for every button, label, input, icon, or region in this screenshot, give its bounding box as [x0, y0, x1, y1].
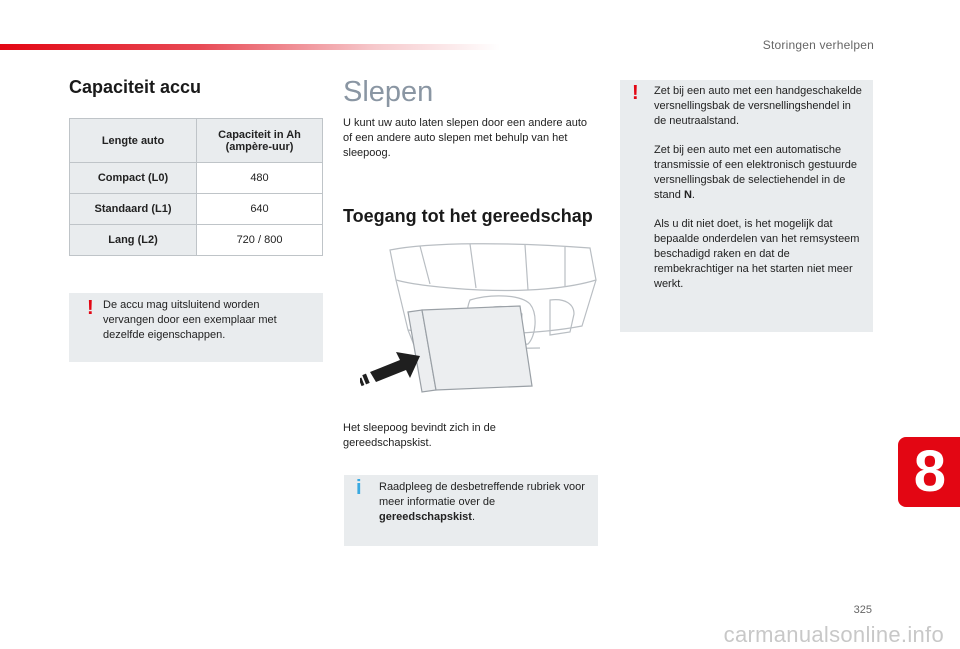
table-cell-label: Lang (L2): [70, 225, 197, 256]
info-text-bold: gereedschapskist: [379, 511, 472, 523]
slepen-title: Slepen: [343, 76, 434, 108]
warning-icon: !: [632, 82, 639, 104]
p2-prefix: Zet bij een auto met een automatische transmissie of een elektronisch gestuurde versnellingsbak de selectiehendel in de stand: [654, 144, 857, 201]
gereedschap-info-note: [344, 475, 598, 546]
towing-warning-note: [620, 80, 873, 332]
table-cell-label: Compact (L0): [70, 163, 197, 194]
table-row: [70, 225, 323, 256]
table-cell-value: 640: [197, 194, 323, 225]
toegang-title: Toegang tot het gereedschap: [343, 206, 593, 226]
slepen-description: U kunt uw auto laten slepen door een andere auto of een andere auto slepen met behulp van het sleepoog.: [343, 117, 588, 159]
table-row: [70, 194, 323, 225]
seat-toolbox-illustration-icon: [360, 240, 600, 410]
accu-warning-note: [69, 293, 323, 362]
table-cell-value: 480: [197, 163, 323, 194]
p2-suffix: .: [691, 189, 695, 201]
table-header-cell: Lengte auto: [70, 119, 197, 163]
info-text-suffix: .: [471, 511, 475, 523]
accu-warning-text: De accu mag uitsluitend worden vervangen door een exemplaar met dezelfde eigenschappen.: [103, 299, 277, 341]
towing-warning-p1: Zet bij een auto met een handgeschakelde versnellingsbak de versnellingshendel in de neutraalstand.: [654, 85, 862, 127]
table-cell-value: 720 / 800: [197, 225, 323, 256]
table-cell-label: Standaard (L1): [70, 194, 197, 225]
info-icon: i: [356, 477, 362, 499]
page-number: 325: [853, 604, 872, 616]
table-row: [70, 163, 323, 194]
table-header-cell: Capaciteit in Ah (ampère-uur): [197, 119, 323, 163]
header-section-title: Storingen verhelpen: [762, 38, 874, 52]
sleepoog-text: Het sleepoog bevindt zich in de gereedschapskist.: [343, 422, 496, 449]
header-accent-bar: [0, 44, 500, 50]
gereedschap-info-text: [379, 480, 591, 525]
p2-bold: N: [683, 189, 692, 201]
chapter-number: 8: [913, 439, 946, 504]
capaciteit-title: Capaciteit accu: [69, 77, 202, 97]
watermark: carmanualsonline.info: [723, 622, 944, 647]
capacity-table: [69, 118, 323, 256]
towing-warning-text: [654, 84, 866, 306]
towing-warning-p2: [654, 143, 866, 203]
table-header-row: [70, 119, 323, 163]
info-text-prefix: Raadpleeg de desbetreffende rubriek voor meer informatie over de: [379, 481, 585, 508]
warning-icon: !: [87, 297, 94, 319]
towing-warning-p3: Als u dit niet doet, is het mogelijk dat bepaalde onderdelen van het remsysteem beschadigd raken en dat de rembekrachtiger na het starten niet meer werkt.: [654, 218, 860, 290]
